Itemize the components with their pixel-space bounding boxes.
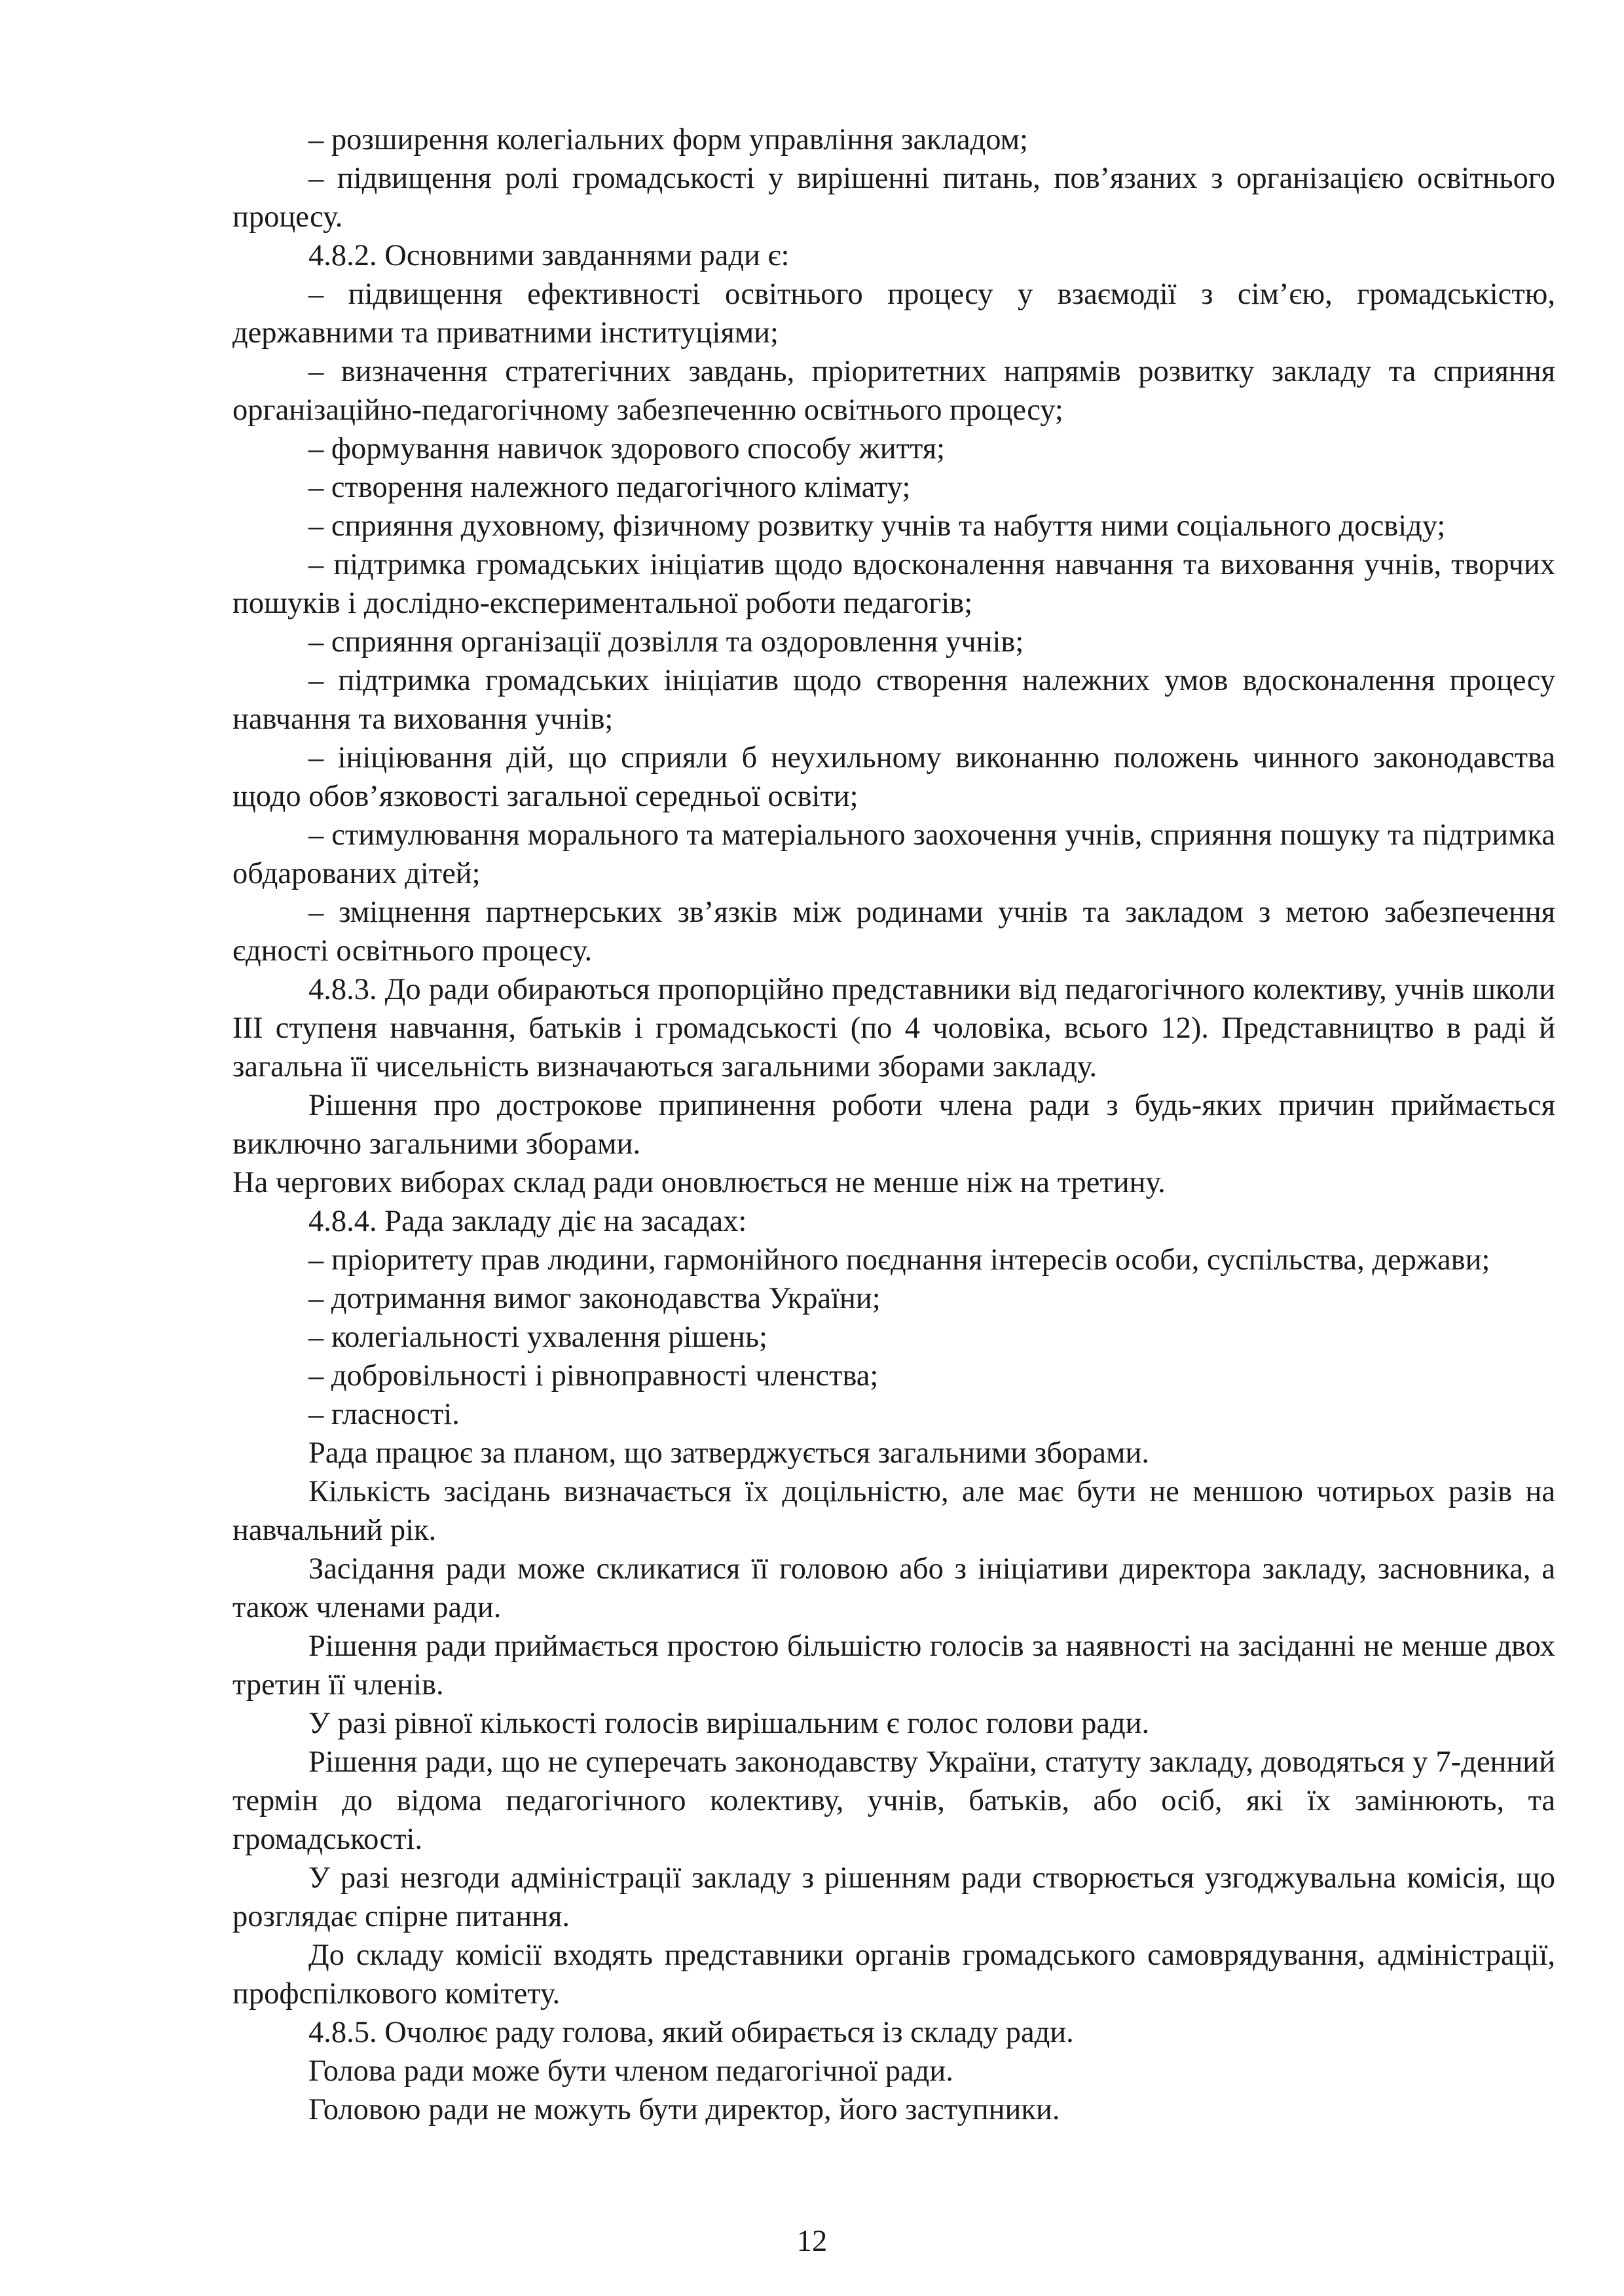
paragraph: Рада працює за планом, що затверджується загальними зборами. — [308, 1436, 1149, 1470]
paragraph: – зміцнення партнерських зв’язків між родинами учнів та закладом з метою забезпечення єдності освітнього процесу. — [232, 896, 1555, 968]
paragraph: – стимулювання морального та матеріального заохочення учнів, сприяння пошуку та підтримка обдарованих дітей; — [232, 818, 1555, 890]
paragraph: – дотримання вимог законодавства України; — [308, 1282, 881, 1315]
paragraph: – ініціювання дій, що сприяли б неухильному виконанню положень чинного законодавства щодо обов’язковості загальної середньої освіти; — [232, 741, 1555, 813]
section-heading: 4.8.4. Рада закладу діє на засадах: — [308, 1205, 747, 1238]
paragraph: Кількість засідань визначається їх доцільністю, але має бути не меншою чотирьох разів на навчальний рік. — [232, 1475, 1555, 1547]
paragraph: – колегіальності ухвалення рішень; — [308, 1321, 767, 1354]
paragraph: У разі рівної кількості голосів вирішальним є голос голови ради. — [308, 1707, 1150, 1740]
paragraph: – пріоритету прав людини, гармонійного поєднання інтересів особи, суспільства, держави; — [308, 1243, 1490, 1277]
paragraph: Рішення ради, що не суперечать законодавству України, статуту закладу, доводяться у 7-денний термін до відома педагогічного колективу, учнів, батьків, або осіб, які їх замінюють, та громадськості. — [232, 1745, 1555, 1856]
section-heading: 4.8.2. Основними завданнями ради є: — [308, 239, 790, 272]
paragraph: – формування навичок здорового способу життя; — [308, 432, 946, 465]
page-number: 12 — [796, 2225, 828, 2258]
paragraph: – сприяння духовному, фізичному розвитку учнів та набуття ними соціального досвіду; — [308, 509, 1446, 543]
paragraph: – гласності. — [308, 1398, 460, 1431]
paragraph: – добровільності і рівноправності членства; — [308, 1359, 879, 1393]
paragraph: – підтримка громадських ініціатив щодо створення належних умов вдосконалення процесу навчання та виховання учнів; — [232, 664, 1555, 736]
section-heading: 4.8.3. До ради обираються пропорційно представники від педагогічного колективу, учнів школи ІІІ ступеня навчання, батьків і громадськості (по 4 чоловіка, всього 12). Представництво в раді й загальна її чисельність визначаються загальними зборами закладу. — [232, 973, 1555, 1084]
paragraph: – підвищення ролі громадськості у вирішенні питань, пов’язаних з організацією освітнього процесу. — [232, 162, 1555, 234]
document-body — [232, 120, 1555, 2129]
paragraph: Рішення про дострокове припинення роботи члена ради з будь-яких причин приймається виключно загальними зборами. — [232, 1089, 1555, 1161]
paragraph: У разі незгоди адміністрації закладу з рішенням ради створюється узгоджувальна комісія, що розглядає спірне питання. — [232, 1861, 1555, 1933]
paragraph: – створення належного педагогічного клімату; — [308, 471, 911, 504]
paragraph: – розширення колегіальних форм управління закладом; — [308, 123, 1028, 156]
paragraph: – підтримка громадських ініціатив щодо вдосконалення навчання та виховання учнів, творчих пошуків і дослідно-експериментальної роботи педагогів; — [232, 548, 1555, 620]
paragraph: Засідання ради може скликатися її головою або з ініціативи директора закладу, засновника, а також членами ради. — [232, 1552, 1555, 1624]
paragraph: Голова ради може бути членом педагогічної ради. — [308, 2054, 953, 2088]
paragraph: На чергових виборах склад ради оновлюється не менше ніж на третину. — [232, 1166, 1166, 1199]
paragraph: – визначення стратегічних завдань, пріоритетних напрямів розвитку закладу та сприяння організаційно-педагогічному забезпеченню освітнього процесу; — [232, 355, 1555, 427]
paragraph: До складу комісії входять представники органів громадського самоврядування, адміністрації, профспілкового комітету. — [232, 1939, 1555, 2011]
section-heading: 4.8.5. Очолює раду голова, який обирається із складу ради. — [308, 2016, 1074, 2049]
paragraph: – підвищення ефективності освітнього процесу у взаємодії з сім’єю, громадськістю, державними та приватними інституціями; — [232, 278, 1555, 350]
paragraph: Головою ради не можуть бути директор, його заступники. — [308, 2093, 1060, 2126]
paragraph: Рішення ради приймається простою більшістю голосів за наявності на засіданні не менше двох третин її членів. — [232, 1630, 1555, 1702]
paragraph: – сприяння організації дозвілля та оздоровлення учнів; — [308, 625, 1024, 659]
